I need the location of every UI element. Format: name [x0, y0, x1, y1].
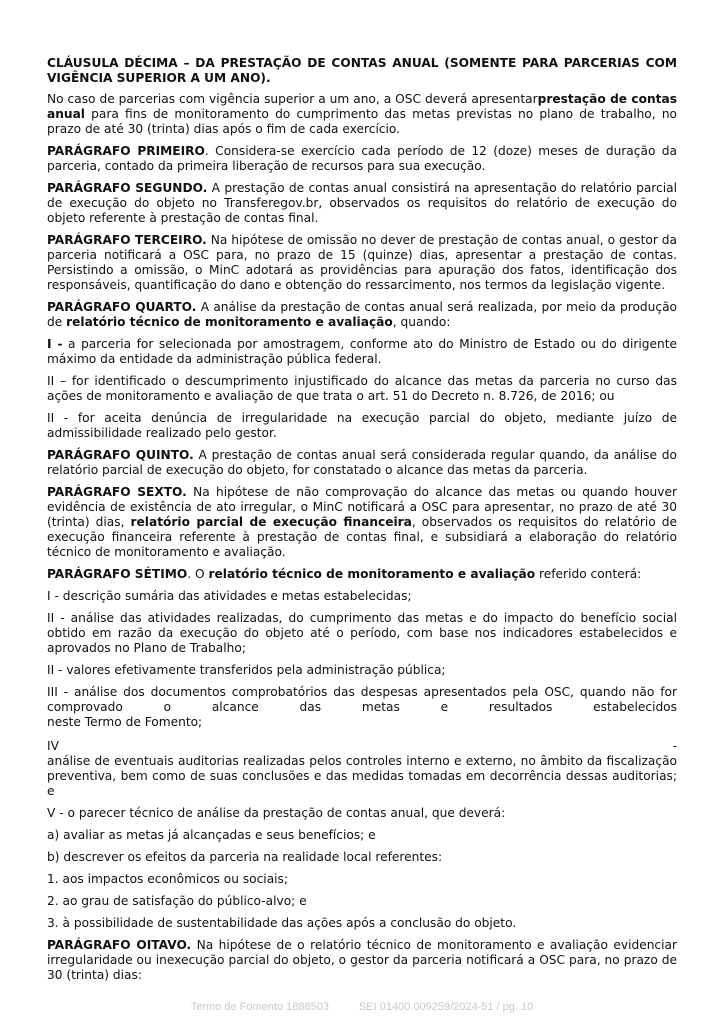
paragraph-text-rest: , quando: [392, 315, 451, 329]
list-item [47, 337, 677, 367]
document-page [47, 56, 677, 990]
paragraph-quinto [47, 448, 677, 478]
list-item: V - o parecer técnico de análise da prestação de contas anual, que deverá: [47, 806, 506, 820]
paragraph-text: A análise da prestação de contas anual será realizada, por meio da produção de [47, 300, 678, 329]
item-label-line [47, 739, 677, 754]
paragraph-label: PARÁGRAFO QUINTO. [47, 448, 194, 462]
paragraph-segundo [47, 181, 677, 226]
paragraph-bold: relatório técnico de monitoramento e avaliação [208, 567, 536, 581]
paragraph-text: A prestação de contas anual consistirá na apresentação do relatório parcial de execução do objeto no Transferegov.br, observados os requisitos do relatório de execução do objeto referente à prestação de contas final. [47, 181, 677, 225]
paragraph-text: A prestação de contas anual será considerada regular quando, da análise do relatório parcial de execução do objeto, for constatado o alcance das metas da parceria. [47, 448, 677, 477]
paragraph-label: PARÁGRAFO SÉTIMO [47, 567, 188, 581]
paragraph-bold: relatório parcial de execução financeira [130, 515, 412, 529]
paragraph-label: PARÁGRAFO OITAVO. [47, 938, 192, 952]
paragraph-label: PARÁGRAFO QUARTO. [47, 300, 197, 314]
item-label: IV [47, 739, 59, 753]
item-dash: - [672, 739, 677, 753]
paragraph-primeiro [47, 144, 677, 174]
paragraph-text: Na hipótese de o relatório técnico de monitoramento e avaliação evidenciar irregularidade ou inexecução parcial do objeto, o gestor da parceria notificará a OSC para, no prazo de 30 (trinta) dias: [47, 938, 677, 982]
intro-text: No caso de parcerias com vigência superior a um ano, a OSC deverá apresentar [47, 92, 538, 106]
paragraph-text-rest: , observados os requisitos do relatório de execução financeira referente à prestação de contas final, e subsidiará a elaboração do relatório técnico de monitoramento e avaliação. [47, 515, 678, 559]
item-label: I - [47, 337, 63, 351]
list-item: II - for aceita denúncia de irregularidade na execução parcial do objeto, mediante juízo de admissibilidade realizado pelo gestor. [47, 411, 677, 440]
page-footer [0, 1001, 724, 1013]
list-item: II – for identificado o descumprimento injustificado do alcance das metas da parceria no curso das ações de monitoramento e avaliação de que trata o art. 51 do Decreto n. 8.726, de 2016; ou [47, 374, 677, 403]
item-text: a parceria for selecionada por amostragem, conforme ato do Ministro de Estado ou do dirigente máximo da entidade da administração pública federal. [47, 337, 677, 366]
intro-bold: prestação de contas anual [47, 92, 677, 121]
paragraph-oitavo [47, 938, 677, 983]
list-item: 1. aos impactos econômicos ou sociais; [47, 872, 289, 886]
footer-document: Termo de Fomento 1888503 [190, 1001, 329, 1013]
list-item [47, 685, 677, 730]
list-item: I - descrição sumária das atividades e metas estabelecidas; [47, 589, 412, 603]
paragraph-setimo [47, 567, 677, 582]
intro-text-rest: para fins de monitoramento do cumprimento das metas previstas no plano de trabalho, no prazo de até 30 (trinta) dias após o fim de cada exercício. [47, 107, 677, 136]
paragraph-text: . Considera-se exercício cada período de 12 (doze) meses de duração da parceria, contado da primeira liberação de recursos para sua execução. [47, 144, 677, 173]
list-item: II - análise das atividades realizadas, do cumprimento das metas e do impacto do benefício social obtido em razão da execução do objeto até o período, com base nos indicadores estabelecidos e aprovados no Plano de Trabalho; [47, 611, 677, 655]
list-item: b) descrever os efeitos da parceria na realidade local referentes: [47, 850, 443, 864]
paragraph-bold: relatório técnico de monitoramento e avaliação [66, 315, 393, 329]
paragraph-label: PARÁGRAFO SEGUNDO. [47, 181, 208, 195]
item-text-rest: neste Termo de Fomento; [47, 715, 203, 729]
list-item: 3. à possibilidade de sustentabilidade das ações após a conclusão do objeto. [47, 916, 517, 930]
paragraph-label: PARÁGRAFO PRIMEIRO [47, 144, 205, 158]
paragraph-terceiro [47, 233, 677, 293]
item-text: análise de eventuais auditorias realizadas pelos controles interno e externo, no âmbito da fiscalização preventiva, bem como de suas conclusões e das medidas tomadas em decorrência dessas auditorias; e [47, 754, 677, 798]
paragraph-text: Na hipótese de não comprovação do alcance das metas ou quando houver evidência de existência de ato irregular, o MinC notificará a OSC para apresentar, no prazo de até 30 (trinta) dias, [47, 485, 677, 529]
paragraph-label: PARÁGRAFO SEXTO. [47, 485, 187, 499]
list-item: II - valores efetivamente transferidos pela administração pública; [47, 663, 446, 677]
list-item: a) avaliar as metas já alcançadas e seus benefícios; e [47, 828, 376, 842]
intro-paragraph [47, 92, 677, 137]
paragraph-label: PARÁGRAFO TERCEIRO. [47, 233, 207, 247]
paragraph-text-rest: referido conterá: [535, 567, 642, 581]
paragraph-quarto [47, 300, 677, 330]
clause-title: CLÁUSULA DÉCIMA – DA PRESTAÇÃO DE CONTAS ANUAL (SOMENTE PARA PARCERIAS COM VIGÊNCIA SUPERIOR A UM ANO). [47, 56, 677, 85]
paragraph-text: Na hipótese de omissão no dever de prestação de contas anual, o gestor da parceria notificará a OSC para, no prazo de 15 (quinze) dias, apresentar a prestação de contas. Persistindo a omissão, o MinC adotará as providências para apuração dos fatos, identificação dos responsáveis, quantificação do dano e obtenção do ressarcimento, nos termos da legislação vigente. [47, 233, 677, 292]
paragraph-sexto [47, 485, 677, 560]
list-item: 2. ao grau de satisfação do público-alvo; e [47, 894, 307, 908]
item-text: III - análise dos documentos comprobatórios das despesas apresentados pela OSC, quando não for comprovado o alcance das metas e resultados estabelecidos [47, 685, 677, 714]
list-item [47, 739, 677, 799]
footer-reference: SEI 01400.009259/2024-51 / pg. 10 [358, 1001, 534, 1013]
paragraph-text: . O [187, 567, 209, 581]
